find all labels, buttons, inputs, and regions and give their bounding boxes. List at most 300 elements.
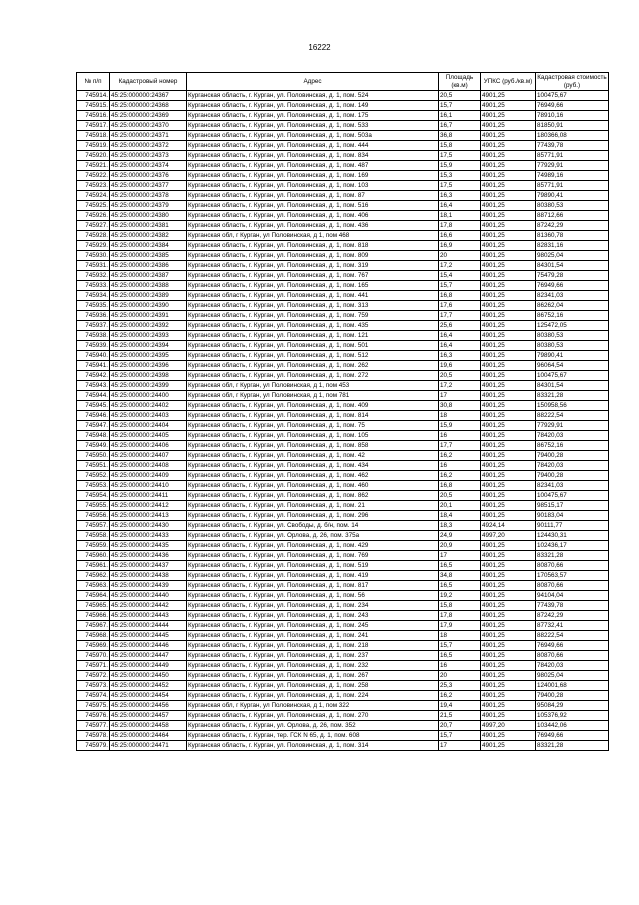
cell-cadastral-number: 45:25:000000:24393 (110, 331, 187, 341)
cell-upks: 4901,25 (481, 361, 536, 371)
cell-area: 17,8 (439, 611, 481, 621)
cell-upks: 4997,20 (481, 531, 536, 541)
table-row (77, 421, 609, 431)
cell-cadastral-number: 45:25:000000:24405 (110, 431, 187, 441)
cell-area: 18,1 (439, 211, 481, 221)
cell-address: Курганская область, г. Курган, ул. Половинская, д. 1, пом. 296 (187, 511, 439, 521)
cell-cadastral-number: 45:25:000000:24403 (110, 411, 187, 421)
cell-cadastral-number: 45:25:000000:24381 (110, 221, 187, 231)
cell-address: Курганская область, г. Курган, ул. Половинская, д. 1, пом. 241 (187, 631, 439, 641)
table-row (77, 311, 609, 321)
cell-row-number: 745962. (77, 571, 110, 581)
cell-row-number: 745928. (77, 231, 110, 241)
cell-area: 15,8 (439, 141, 481, 151)
cell-row-number: 745969. (77, 641, 110, 651)
cell-cadastral-number: 45:25:000000:24457 (110, 711, 187, 721)
cell-upks: 4901,25 (481, 581, 536, 591)
cell-row-number: 745927. (77, 221, 110, 231)
cell-area: 16,7 (439, 121, 481, 131)
table-row (77, 211, 609, 221)
cell-row-number: 745977. (77, 721, 110, 731)
cell-cadastral-cost: 81850,91 (536, 121, 609, 131)
cell-cadastral-cost: 100475,67 (536, 91, 609, 101)
cell-upks: 4901,25 (481, 201, 536, 211)
cell-address: Курганская область, г. Курган, ул. Половинская, д. 1, пом. 809 (187, 251, 439, 261)
cell-upks: 4901,25 (481, 211, 536, 221)
cell-row-number: 745961. (77, 561, 110, 571)
cell-cadastral-cost: 77929,91 (536, 421, 609, 431)
cell-row-number: 745945. (77, 401, 110, 411)
cell-row-number: 745954. (77, 491, 110, 501)
cell-upks: 4901,25 (481, 91, 536, 101)
cell-cadastral-number: 45:25:000000:24443 (110, 611, 187, 621)
cell-area: 20,7 (439, 721, 481, 731)
cell-address: Курганская обл, г Курган, ул Половинская, д 1, пом 781 (187, 391, 439, 401)
cell-cadastral-cost: 80870,66 (536, 651, 609, 661)
cell-upks: 4901,25 (481, 591, 536, 601)
cell-upks: 4924,14 (481, 521, 536, 531)
cell-upks: 4901,25 (481, 111, 536, 121)
cell-address: Курганская область, г. Курган, ул. Половинская, д. 1, пом. 767 (187, 271, 439, 281)
header-area: Площадь (кв.м) (439, 73, 481, 91)
cell-row-number: 745943. (77, 381, 110, 391)
table-row (77, 481, 609, 491)
cell-row-number: 745949. (77, 441, 110, 451)
cell-row-number: 745919. (77, 141, 110, 151)
cell-upks: 4901,25 (481, 611, 536, 621)
cell-address: Курганская область, г. Курган, ул. Половинская, д. 1, пом. 149 (187, 101, 439, 111)
cell-cadastral-cost: 88712,66 (536, 211, 609, 221)
table-row (77, 291, 609, 301)
table-row (77, 221, 609, 231)
cell-area: 15,9 (439, 421, 481, 431)
cell-cadastral-cost: 100475,67 (536, 371, 609, 381)
cell-cadastral-cost: 80380,53 (536, 331, 609, 341)
cell-area: 16,3 (439, 351, 481, 361)
table-row (77, 721, 609, 731)
cell-address: Курганская область, г. Курган, ул. Половинская, д. 1, пом. 435 (187, 321, 439, 331)
cell-cadastral-cost: 180366,08 (536, 131, 609, 141)
cell-cadastral-cost: 86752,16 (536, 311, 609, 321)
cell-area: 17 (439, 551, 481, 561)
cell-upks: 4901,25 (481, 131, 536, 141)
cell-address: Курганская область, г. Курган, ул. Половинская, д. 1, пом. 56 (187, 591, 439, 601)
cell-cadastral-cost: 85771,91 (536, 181, 609, 191)
cell-upks: 4901,25 (481, 671, 536, 681)
cell-cadastral-cost: 150958,56 (536, 401, 609, 411)
cell-area: 20,5 (439, 91, 481, 101)
cell-upks: 4901,25 (481, 421, 536, 431)
cell-cadastral-cost: 76949,66 (536, 731, 609, 741)
cell-cadastral-cost: 83321,28 (536, 551, 609, 561)
cell-row-number: 745959. (77, 541, 110, 551)
cell-cadastral-number: 45:25:000000:24450 (110, 671, 187, 681)
cell-cadastral-cost: 94104,04 (536, 591, 609, 601)
cell-upks: 4901,25 (481, 451, 536, 461)
cell-address: Курганская область, г. Курган, ул. Половинская, д. 1, пом. 165 (187, 281, 439, 291)
cell-address: Курганская область, г. Курган, ул. Половинская, д. 1, пом. 272 (187, 371, 439, 381)
cell-cadastral-number: 45:25:000000:24378 (110, 191, 187, 201)
table-body (77, 91, 609, 751)
header-row-number: № п/п (77, 73, 110, 91)
table-row (77, 321, 609, 331)
cell-upks: 4997,20 (481, 721, 536, 731)
cell-area: 24,9 (439, 531, 481, 541)
cell-cadastral-number: 45:25:000000:24392 (110, 321, 187, 331)
cell-upks: 4901,25 (481, 291, 536, 301)
cell-cadastral-number: 45:25:000000:24391 (110, 311, 187, 321)
table-row (77, 301, 609, 311)
table-row (77, 251, 609, 261)
cell-area: 17 (439, 391, 481, 401)
cell-area: 15,7 (439, 641, 481, 651)
cell-row-number: 745922. (77, 171, 110, 181)
cell-address: Курганская область, г. Курган, ул. Половинская, д. 1, пом. 769 (187, 551, 439, 561)
cell-row-number: 745952. (77, 471, 110, 481)
cell-cadastral-cost: 98025,04 (536, 671, 609, 681)
cell-cadastral-cost: 170563,57 (536, 571, 609, 581)
cell-cadastral-number: 45:25:000000:24410 (110, 481, 187, 491)
table-row (77, 411, 609, 421)
table-row (77, 431, 609, 441)
cell-row-number: 745930. (77, 251, 110, 261)
cell-cadastral-cost: 82341,03 (536, 291, 609, 301)
cell-cadastral-cost: 95084,29 (536, 701, 609, 711)
cell-area: 15,4 (439, 271, 481, 281)
cell-area: 17 (439, 741, 481, 751)
cell-area: 16,1 (439, 111, 481, 121)
cell-address: Курганская область, г. Курган, ул. Половинская, д. 1, пом. 267 (187, 671, 439, 681)
cell-cadastral-cost: 98025,04 (536, 251, 609, 261)
cell-address: Курганская область, г. Курган, ул. Орлова, д. 26, пом. 352 (187, 721, 439, 731)
cell-cadastral-cost: 124001,68 (536, 681, 609, 691)
cell-row-number: 745936. (77, 311, 110, 321)
cell-address: Курганская область, г. Курган, ул. Половинская, д. 1, пом. 460 (187, 481, 439, 491)
cell-cadastral-number: 45:25:000000:24371 (110, 131, 187, 141)
cell-upks: 4901,25 (481, 231, 536, 241)
cell-row-number: 745973. (77, 681, 110, 691)
cell-address: Курганская область, г. Курган, ул. Половинская, д. 1, пом. 121 (187, 331, 439, 341)
cell-cadastral-number: 45:25:000000:24384 (110, 241, 187, 251)
cell-cadastral-cost: 124430,31 (536, 531, 609, 541)
cell-row-number: 745979. (77, 741, 110, 751)
cell-cadastral-cost: 88222,54 (536, 631, 609, 641)
cell-cadastral-cost: 81360,78 (536, 231, 609, 241)
cell-address: Курганская область, г. Курган, ул. Половинская, д. 1, пом. 516 (187, 201, 439, 211)
cell-cadastral-number: 45:25:000000:24406 (110, 441, 187, 451)
cell-upks: 4901,25 (481, 481, 536, 491)
cell-cadastral-cost: 103442,06 (536, 721, 609, 731)
cell-cadastral-cost: 82831,16 (536, 241, 609, 251)
cell-cadastral-cost: 86262,04 (536, 301, 609, 311)
cell-row-number: 745976. (77, 711, 110, 721)
cell-upks: 4901,25 (481, 391, 536, 401)
cell-area: 17,5 (439, 181, 481, 191)
cell-address: Курганская область, г. Курган, ул. Половинская, д. 1, пом. 487 (187, 161, 439, 171)
table-row (77, 601, 609, 611)
table-row (77, 91, 609, 101)
cell-address: Курганская область, г. Курган, ул. Половинская, д. 1, пом. 834 (187, 151, 439, 161)
cell-cadastral-cost: 79400,28 (536, 691, 609, 701)
cell-cadastral-cost: 85771,91 (536, 151, 609, 161)
cell-row-number: 745934. (77, 291, 110, 301)
cell-address: Курганская область, г. Курган, ул. Половинская, д. 1, пом. 224 (187, 691, 439, 701)
cell-upks: 4901,25 (481, 471, 536, 481)
cell-row-number: 745958. (77, 531, 110, 541)
cell-area: 18 (439, 411, 481, 421)
cell-address: Курганская область, г. Курган, ул. Половинская, д. 1, пом. 258 (187, 681, 439, 691)
cell-address: Курганская область, г. Курган, ул. Половинская, д. 1, пом. 245 (187, 621, 439, 631)
cell-row-number: 745935. (77, 301, 110, 311)
cell-cadastral-number: 45:25:000000:24442 (110, 601, 187, 611)
cell-upks: 4901,25 (481, 181, 536, 191)
cell-upks: 4901,25 (481, 501, 536, 511)
cell-row-number: 745966. (77, 611, 110, 621)
cell-cadastral-number: 45:25:000000:24433 (110, 531, 187, 541)
table-row (77, 371, 609, 381)
table-row (77, 461, 609, 471)
cell-area: 20,5 (439, 371, 481, 381)
cell-area: 15,7 (439, 281, 481, 291)
table-row (77, 471, 609, 481)
cell-cadastral-cost: 79890,41 (536, 351, 609, 361)
cell-cadastral-number: 45:25:000000:24446 (110, 641, 187, 651)
cell-row-number: 745957. (77, 521, 110, 531)
cell-area: 17,2 (439, 381, 481, 391)
cell-address: Курганская область, г. Курган, ул. Половинская, д. 1, пом. 232 (187, 661, 439, 671)
cell-upks: 4901,25 (481, 631, 536, 641)
cell-row-number: 745931. (77, 261, 110, 271)
cell-cadastral-cost: 84301,54 (536, 381, 609, 391)
cell-address: Курганская область, г. Курган, ул. Половинская, д. 1, пом. 462 (187, 471, 439, 481)
cell-address: Курганская обл, г Курган, ул Половинская, д 1, пом 322 (187, 701, 439, 711)
cell-area: 17,6 (439, 301, 481, 311)
cell-area: 17,5 (439, 151, 481, 161)
cell-cadastral-number: 45:25:000000:24452 (110, 681, 187, 691)
cell-cadastral-number: 45:25:000000:24412 (110, 501, 187, 511)
table-row (77, 631, 609, 641)
cell-cadastral-cost: 105376,92 (536, 711, 609, 721)
cell-area: 16 (439, 461, 481, 471)
cell-row-number: 745948. (77, 431, 110, 441)
cell-address: Курганская область, г. Курган, ул. Половинская, д. 1, пом. 406 (187, 211, 439, 221)
table-row (77, 571, 609, 581)
cell-area: 15,7 (439, 731, 481, 741)
cell-area: 20,9 (439, 541, 481, 551)
cell-cadastral-number: 45:25:000000:24379 (110, 201, 187, 211)
table-row (77, 161, 609, 171)
cell-address: Курганская область, г. Курган, ул. Половинская, д. 1, пом. 314 (187, 741, 439, 751)
cell-area: 18,3 (439, 521, 481, 531)
cell-row-number: 745951. (77, 461, 110, 471)
cell-cadastral-cost: 84301,54 (536, 261, 609, 271)
cell-row-number: 745974. (77, 691, 110, 701)
table-row (77, 281, 609, 291)
cell-address: Курганская область, г. Курган, ул. Половинская, д. 1, пом. 512 (187, 351, 439, 361)
cell-upks: 4901,25 (481, 551, 536, 561)
cell-upks: 4901,25 (481, 161, 536, 171)
table-row (77, 691, 609, 701)
cell-cadastral-cost: 82341,03 (536, 481, 609, 491)
cell-area: 15,3 (439, 171, 481, 181)
cell-cadastral-cost: 87242,29 (536, 611, 609, 621)
cell-row-number: 745933. (77, 281, 110, 291)
cell-area: 20,5 (439, 491, 481, 501)
cell-address: Курганская область, г. Курган, ул. Половинская, д. 1, пом. 818 (187, 241, 439, 251)
cell-cadastral-number: 45:25:000000:24430 (110, 521, 187, 531)
table-row (77, 701, 609, 711)
cell-upks: 4901,25 (481, 301, 536, 311)
table-row (77, 621, 609, 631)
cell-upks: 4901,25 (481, 651, 536, 661)
cell-upks: 4901,25 (481, 621, 536, 631)
cell-cadastral-number: 45:25:000000:24385 (110, 251, 187, 261)
table-row (77, 671, 609, 681)
cell-area: 25,6 (439, 321, 481, 331)
cell-cadastral-number: 45:25:000000:24399 (110, 381, 187, 391)
cell-row-number: 745940. (77, 351, 110, 361)
cell-cadastral-number: 45:25:000000:24437 (110, 561, 187, 571)
cell-row-number: 745956. (77, 511, 110, 521)
cell-row-number: 745914. (77, 91, 110, 101)
cell-row-number: 745968. (77, 631, 110, 641)
cell-upks: 4901,25 (481, 151, 536, 161)
table-row (77, 401, 609, 411)
cell-cadastral-number: 45:25:000000:24411 (110, 491, 187, 501)
header-cadastral-number: Кадастровый номер (110, 73, 187, 91)
cell-address: Курганская область, г. Курган, ул. Половинская, д. 1, пом. 42 (187, 451, 439, 461)
cell-cadastral-number: 45:25:000000:24395 (110, 351, 187, 361)
cell-cadastral-number: 45:25:000000:24444 (110, 621, 187, 631)
cell-cadastral-number: 45:25:000000:24435 (110, 541, 187, 551)
table-row (77, 241, 609, 251)
cell-area: 16,5 (439, 651, 481, 661)
cell-upks: 4901,25 (481, 351, 536, 361)
cell-upks: 4901,25 (481, 271, 536, 281)
header-upks: УПКС (руб./кв.м) (481, 73, 536, 91)
cell-row-number: 745923. (77, 181, 110, 191)
cell-area: 16 (439, 661, 481, 671)
cell-row-number: 745972. (77, 671, 110, 681)
cell-address: Курганская область, г. Курган, ул. Половинская, д. 1, пом. 218 (187, 641, 439, 651)
table-row (77, 261, 609, 271)
cell-upks: 4901,25 (481, 371, 536, 381)
cell-cadastral-cost: 87732,41 (536, 621, 609, 631)
cell-address: Курганская область, г. Курган, ул. Половинская, д. 1, пом. 262 (187, 361, 439, 371)
table-row (77, 501, 609, 511)
cell-address: Курганская обл, г Курган, ул Половинская, д 1, пом 468 (187, 231, 439, 241)
cell-upks: 4901,25 (481, 661, 536, 671)
table-header-row (77, 73, 609, 91)
cell-cadastral-cost: 125472,05 (536, 321, 609, 331)
cell-area: 16,5 (439, 561, 481, 571)
page-number: 16222 (308, 43, 331, 52)
cell-address: Курганская область, г. Курган, ул. Половинская, д. 1, пом. 419 (187, 571, 439, 581)
table-row (77, 651, 609, 661)
cell-upks: 4901,25 (481, 691, 536, 701)
cell-address: Курганская область, г. Курган, ул. Половинская, д. 1, пом. 313 (187, 301, 439, 311)
cell-cadastral-cost: 76949,66 (536, 641, 609, 651)
cell-cadastral-cost: 80870,66 (536, 561, 609, 571)
cell-area: 16,2 (439, 471, 481, 481)
table-row (77, 331, 609, 341)
cell-cadastral-cost: 75479,28 (536, 271, 609, 281)
cell-area: 16,4 (439, 331, 481, 341)
table-row (77, 141, 609, 151)
cell-area: 16,8 (439, 291, 481, 301)
cell-row-number: 745939. (77, 341, 110, 351)
cell-cadastral-cost: 90111,77 (536, 521, 609, 531)
cell-address: Курганская область, г. Курган, ул. Половинская, д. 1, пом. 21 (187, 501, 439, 511)
cell-cadastral-number: 45:25:000000:24377 (110, 181, 187, 191)
cell-upks: 4901,25 (481, 311, 536, 321)
cell-upks: 4901,25 (481, 731, 536, 741)
table-row (77, 451, 609, 461)
cell-cadastral-number: 45:25:000000:24372 (110, 141, 187, 151)
cell-cadastral-number: 45:25:000000:24407 (110, 451, 187, 461)
table-row (77, 171, 609, 181)
table-row (77, 661, 609, 671)
cell-cadastral-number: 45:25:000000:24386 (110, 261, 187, 271)
cell-cadastral-number: 45:25:000000:24394 (110, 341, 187, 351)
cell-cadastral-number: 45:25:000000:24390 (110, 301, 187, 311)
cell-row-number: 745920. (77, 151, 110, 161)
cell-address: Курганская обл, г Курган, ул Половинская, д 1, пом 453 (187, 381, 439, 391)
cell-address: Курганская область, г. Курган, ул. Половинская, д. 1, пом. 436 (187, 221, 439, 231)
table-row (77, 441, 609, 451)
table-row (77, 511, 609, 521)
cell-upks: 4901,25 (481, 251, 536, 261)
cell-address: Курганская область, г. Курган, ул. Половинская, д. 1, пом. 519 (187, 561, 439, 571)
cell-area: 17,7 (439, 441, 481, 451)
cell-cadastral-cost: 100475,67 (536, 491, 609, 501)
cell-cadastral-number: 45:25:000000:24413 (110, 511, 187, 521)
cell-row-number: 745929. (77, 241, 110, 251)
cell-cadastral-cost: 102436,17 (536, 541, 609, 551)
cell-area: 19,6 (439, 361, 481, 371)
cell-area: 19,4 (439, 701, 481, 711)
cell-address: Курганская область, г. Курган, ул. Половинская, д. 1, пом. 503а (187, 131, 439, 141)
table-row (77, 741, 609, 751)
cell-cadastral-cost: 74989,16 (536, 171, 609, 181)
cell-row-number: 745964. (77, 591, 110, 601)
cell-area: 16,2 (439, 451, 481, 461)
cell-cadastral-number: 45:25:000000:24436 (110, 551, 187, 561)
cell-cadastral-number: 45:25:000000:24367 (110, 91, 187, 101)
table-row (77, 491, 609, 501)
table-row (77, 111, 609, 121)
table-row (77, 541, 609, 551)
cell-row-number: 745932. (77, 271, 110, 281)
cell-cadastral-cost: 88222,54 (536, 411, 609, 421)
cell-upks: 4901,25 (481, 341, 536, 351)
table-row (77, 191, 609, 201)
cell-cadastral-cost: 98515,17 (536, 501, 609, 511)
cell-cadastral-cost: 96064,54 (536, 361, 609, 371)
table-row (77, 131, 609, 141)
cell-row-number: 745955. (77, 501, 110, 511)
cell-area: 18,4 (439, 511, 481, 521)
cell-cadastral-cost: 80380,53 (536, 201, 609, 211)
cell-upks: 4901,25 (481, 711, 536, 721)
cell-row-number: 745946. (77, 411, 110, 421)
cell-row-number: 745975. (77, 701, 110, 711)
cell-address: Курганская область, г. Курган, ул. Половинская, д. 1, пом. 858 (187, 441, 439, 451)
cell-cadastral-cost: 77439,78 (536, 141, 609, 151)
cell-address: Курганская область, г. Курган, ул. Половинская, д. 1, пом. 409 (187, 401, 439, 411)
cell-area: 15,9 (439, 161, 481, 171)
header-address: Адрес (187, 73, 439, 91)
